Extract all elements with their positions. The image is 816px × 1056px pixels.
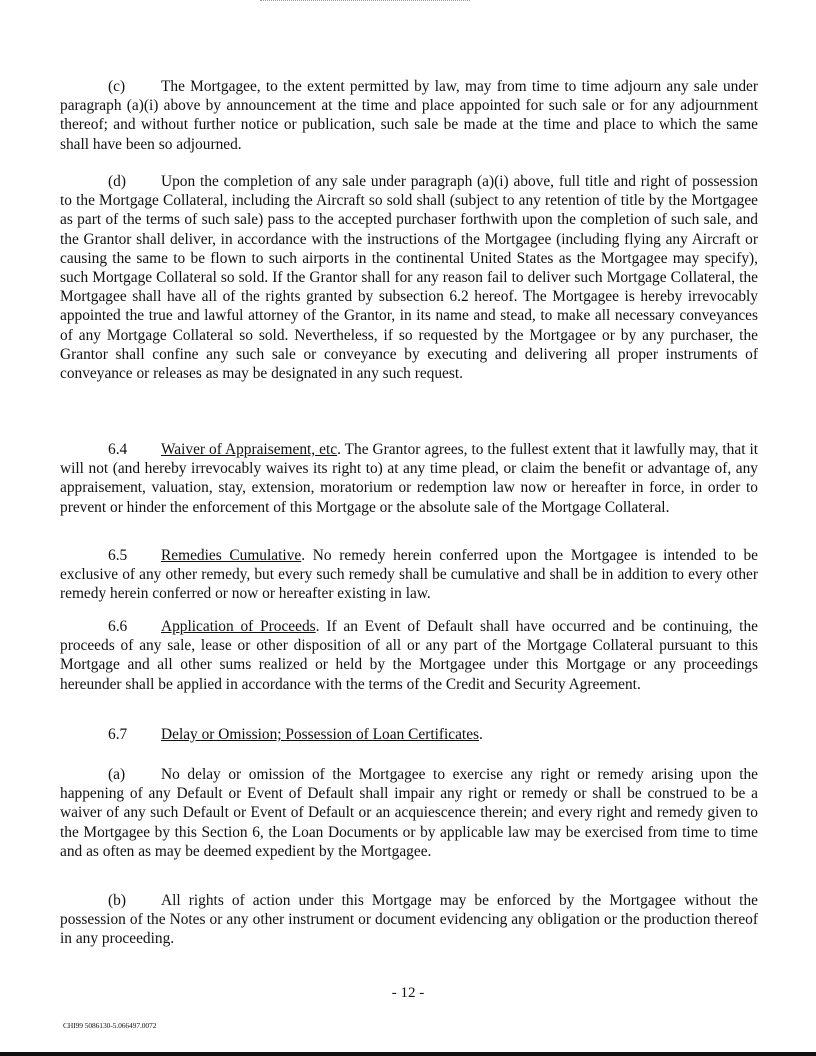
section-heading: Waiver of Appraisement, etc xyxy=(161,441,338,458)
section-number: 6.4 xyxy=(108,441,128,458)
paragraph-text: No delay or omission of the Mortgagee to exercise any right or remedy arising upon the happening of any Default or Event of Default shall impair any right or remedy or shall be construed to be a waiver of any such Default or Event of Default or an acquiescence therein; and every right and remedy given to the Mortgagee by this Section 6, the Loan Documents or by applicable law may be exercised from time to time and as often as may be deemed expedient by the Mortgagee. xyxy=(60,766,758,860)
heading-punct: . xyxy=(315,618,327,635)
paragraph-label: (b) xyxy=(108,892,126,909)
section-heading: Delay or Omission; Possession of Loan Certificates xyxy=(161,726,480,743)
section-number: 6.7 xyxy=(108,726,128,743)
heading-punct: . xyxy=(301,547,313,564)
section-heading: Remedies Cumulative xyxy=(161,547,302,564)
paragraph-text: The Mortgagee, to the extent permitted by law, may from time to time adjourn any sale under paragraph (a)(i) above by announcement at the time and place appointed for such sale or for any adjournment thereof; and without further notice or publication, such sale be made at the time and place to which the same shall have been so adjourned. xyxy=(60,78,758,153)
scan-top-mark xyxy=(260,0,470,2)
paragraph-c xyxy=(60,77,758,154)
paragraph-text: No remedy herein conferred upon the Mortgagee is intended to be exclusive of any other remedy, but every such remedy shall be cumulative and shall be in addition to every other remedy herein conferred or now or hereafter existing in law. xyxy=(60,547,759,603)
page-number: - 12 - xyxy=(391,985,425,1001)
section-heading: Application of Proceeds xyxy=(161,618,316,635)
paragraph-text: Upon the completion of any sale under paragraph (a)(i) above, full title and right of possession to the Mortgage Collateral, including the Aircraft so sold shall (subject to any retention of title by the Mortgagee as part of the terms of such sale) pass to the accepted purchaser forthwith upon the completion of such sale, and the Grantor shall deliver, in accordance with the instructions of the Mortgagee (including flying any Aircraft or causing the same to be flown to such airports in the continental United States as the Mortgagee may specify), such Mortgage Collateral so sold. If the Grantor shall for any reason fail to deliver such Mortgage Collateral, the Mortgagee shall have all of the rights granted by subsection 6.2 hereof. The Mortgagee is hereby irrevocably appointed the true and lawful attorney of the Grantor, in its name and stead, to make all necessary conveyances of any Mortgage Collateral so sold. Nevertheless, if so requested by the Mortgagee or by any purchaser, the Grantor shall confine any such sale or conveyance by executing and delivering all proper instruments of conveyance or releases as may be designated in any such request. xyxy=(60,173,758,383)
section-6-4 xyxy=(60,440,758,517)
section-6-7 xyxy=(60,725,758,744)
paragraph-text: If an Event of Default shall have occurred and be continuing, the proceeds of any sale, lease or other disposition of all or any part of the Mortgage Collateral pursuant to this Mortgage and all other sums realized or held by the Mortgagee under this Mortgage or any proceedings hereunder shall be applied in accordance with the terms of the Credit and Security Agreement. xyxy=(60,618,758,693)
paragraph-a xyxy=(60,765,758,861)
section-6-6 xyxy=(60,617,758,694)
section-number: 6.5 xyxy=(108,547,128,564)
heading-punct: . xyxy=(337,441,345,458)
section-number: 6.6 xyxy=(108,618,128,635)
heading-punct: . xyxy=(479,726,483,743)
paragraph-text: All rights of action under this Mortgage may be enforced by the Mortgagee without the possession of the Notes or any other instrument or document evidencing any obligation or the production thereof in any proceeding. xyxy=(60,892,758,948)
paragraph-label: (c) xyxy=(108,78,126,95)
paragraph-text: The Grantor agrees, to the fullest extent that it lawfully may, that it will not (and hereby irrevocably waives its right to) at any time plead, or claim the benefit or advantage of, any appraisement, valuation, stay, extension, moratorium or redemption law now or hereafter in force, in order to prevent or hinder the enforcement of this Mortgage or the absolute sale of the Mortgage Collateral. xyxy=(60,441,759,516)
section-6-5 xyxy=(60,546,758,604)
paragraph-label: (a) xyxy=(108,766,126,783)
paragraph-d xyxy=(60,172,758,383)
paragraph-b xyxy=(60,891,758,949)
scan-bottom-border xyxy=(0,1052,816,1056)
document-id: CHI99 5086130-5.066497.0072 xyxy=(63,1021,157,1030)
paragraph-label: (d) xyxy=(108,173,126,190)
